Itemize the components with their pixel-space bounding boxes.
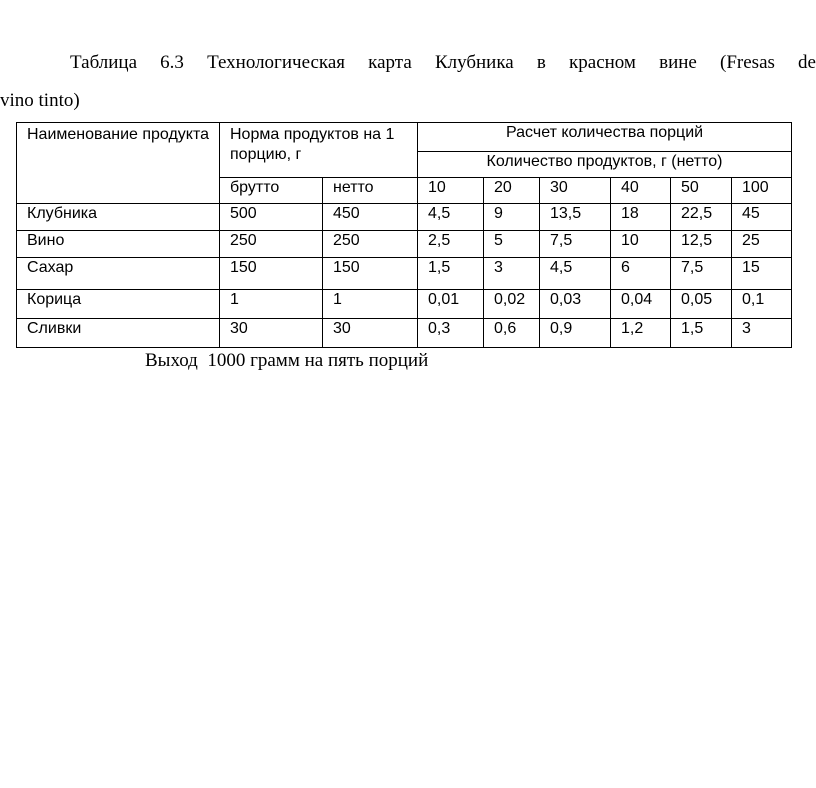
row-value: 12,5: [671, 231, 732, 258]
header-calc: Расчет количества порций: [418, 123, 792, 152]
row-value: 0,04: [611, 290, 671, 319]
row-value: 1,2: [611, 319, 671, 348]
row-netto: 450: [323, 204, 418, 231]
row-product-name: Клубника: [17, 204, 220, 231]
header-portions-100: 100: [732, 178, 792, 204]
row-netto: 250: [323, 231, 418, 258]
header-portions-30: 30: [540, 178, 611, 204]
row-value: 0,6: [484, 319, 540, 348]
row-value: 0,9: [540, 319, 611, 348]
header-product: Наименование продукта: [17, 123, 220, 204]
header-row-1: [17, 123, 792, 152]
caption-line-2: vino tinto): [0, 90, 80, 111]
row-netto: 150: [323, 258, 418, 290]
table-row: [17, 231, 792, 258]
row-value: 3: [732, 319, 792, 348]
row-value: 0,05: [671, 290, 732, 319]
row-value: 5: [484, 231, 540, 258]
row-value: 9: [484, 204, 540, 231]
header-qty: Количество продуктов, г (нетто): [418, 152, 792, 178]
table-row: [17, 290, 792, 319]
header-portions-10: 10: [418, 178, 484, 204]
row-value: 1,5: [671, 319, 732, 348]
row-value: 0,1: [732, 290, 792, 319]
header-portions-40: 40: [611, 178, 671, 204]
row-product-name: Корица: [17, 290, 220, 319]
row-brutto: 250: [220, 231, 323, 258]
header-netto: нетто: [323, 178, 418, 204]
row-value: 10: [611, 231, 671, 258]
header-portions-50: 50: [671, 178, 732, 204]
row-brutto: 150: [220, 258, 323, 290]
row-value: 0,01: [418, 290, 484, 319]
yield-note: Выход 1000 грамм на пять порций: [145, 350, 429, 371]
row-value: 0,3: [418, 319, 484, 348]
row-product-name: Вино: [17, 231, 220, 258]
row-netto: 30: [323, 319, 418, 348]
row-value: 7,5: [671, 258, 732, 290]
row-product-name: Сливки: [17, 319, 220, 348]
row-value: 2,5: [418, 231, 484, 258]
row-value: 7,5: [540, 231, 611, 258]
row-value: 13,5: [540, 204, 611, 231]
row-value: 4,5: [540, 258, 611, 290]
row-value: 0,02: [484, 290, 540, 319]
row-product-name: Сахар: [17, 258, 220, 290]
header-portions-20: 20: [484, 178, 540, 204]
row-brutto: 30: [220, 319, 323, 348]
row-brutto: 500: [220, 204, 323, 231]
table-row: [17, 204, 792, 231]
table-caption: [0, 44, 816, 120]
row-netto: 1: [323, 290, 418, 319]
header-norm: Норма продуктов на 1 порцию, г: [220, 123, 418, 178]
row-value: 4,5: [418, 204, 484, 231]
table-row: [17, 258, 792, 290]
header-brutto: брутто: [220, 178, 323, 204]
row-value: 25: [732, 231, 792, 258]
row-value: 22,5: [671, 204, 732, 231]
table-row: [17, 319, 792, 348]
row-value: 0,03: [540, 290, 611, 319]
row-value: 18: [611, 204, 671, 231]
row-value: 1,5: [418, 258, 484, 290]
row-brutto: 1: [220, 290, 323, 319]
row-value: 3: [484, 258, 540, 290]
row-value: 45: [732, 204, 792, 231]
row-value: 6: [611, 258, 671, 290]
row-value: 15: [732, 258, 792, 290]
technological-card-table: [16, 122, 792, 348]
caption-line-1: Таблица 6.3 Технологическая карта Клубника в красном вине (Fresas de: [70, 52, 816, 73]
